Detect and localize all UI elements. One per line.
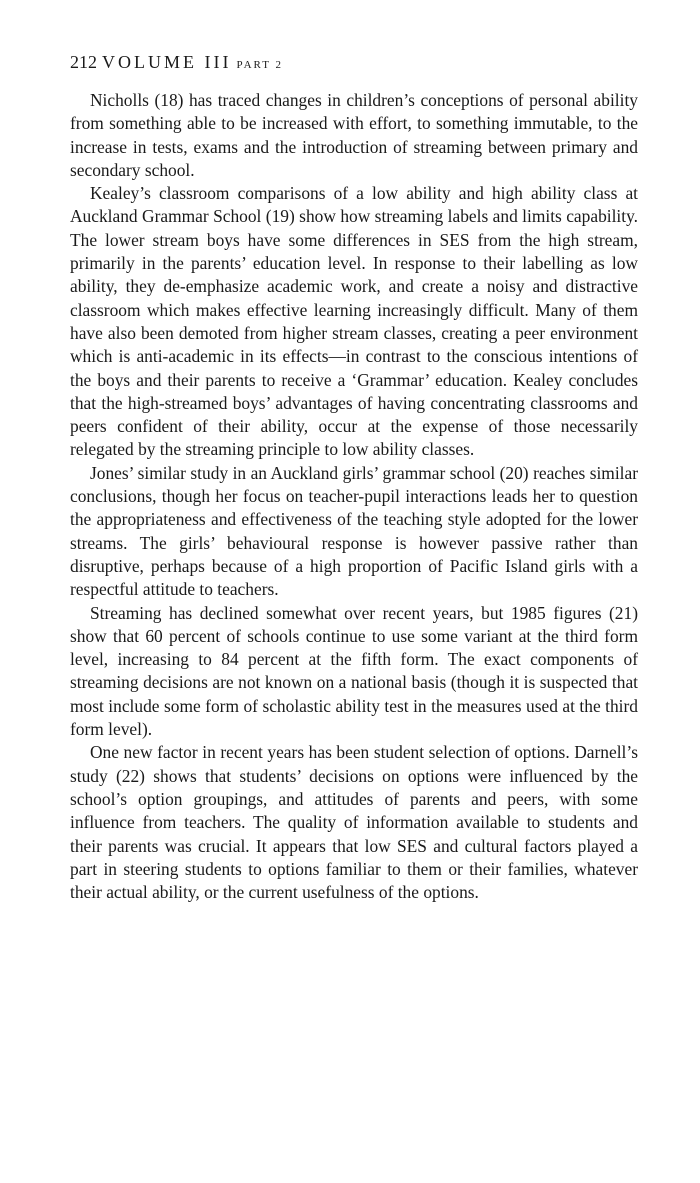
paragraph-jones: Jones’ similar study in an Auckland girls’ grammar school (20) reaches similar conclusions, though her focus on teacher-pupil interactions leads her to question the appropriateness and effectiveness of the teaching style adopted for the lower streams. The girls’ behavioural response is however passive rather than disruptive, perhaps because of a high proportion of Pacific Island girls with a respectful attitude to teachers.	[70, 462, 638, 600]
body-text	[70, 89, 638, 904]
part-label: PART 2	[236, 59, 283, 71]
paragraph-options-selection: One new factor in recent years has been student selection of options. Darnell’s study (22) shows that students’ decisions on options were influenced by the school’s option groupings, and attitudes of parents and peers, with some influence from teachers. The quality of information available to students and their parents was crucial. It appears that low SES and cultural factors played a part in steering students to options familiar to them or their families, whatever their actual ability, or the current usefulness of the options.	[70, 742, 638, 903]
paragraph-kealey: Kealey’s classroom comparisons of a low ability and high ability class at Auckland Grammar School (19) show how streaming labels and limits capability. The lower stream boys have some differences in SES from the high stream, primarily in the parents’ education level. In response to their labelling as low ability, they de-emphasize academic work, and create a noisy and distractive classroom which makes effective learning increasingly difficult. Many of them have also been demoted from higher stream classes, creating a peer environment which is anti-academic in its effects—in contrast to the conscious intentions of the boys and their parents to receive a ‘Grammar’ education. Kealey concludes that the high-streamed boys’ advantages of having concentrating classrooms and peers confident of their ability, occur at the expense of those necessarily relegated by the streaming principle to low ability classes.	[70, 183, 638, 460]
volume-label: VOLUME III	[102, 52, 232, 72]
document-page	[70, 50, 638, 904]
page-number: 212	[70, 52, 97, 72]
paragraph-streaming-decline: Streaming has declined somewhat over recent years, but 1985 figures (21) show that 60 percent of schools continue to use some variant at the third form level, increasing to 84 percent at the fifth form. The exact components of streaming decisions are not known on a national basis (though it is suspected that most include some form of scholastic ability test in the measures used at the third form level).	[70, 602, 638, 740]
running-head	[70, 50, 638, 77]
paragraph-nicholls: Nicholls (18) has traced changes in children’s conceptions of personal ability from something able to be increased with effort, to something immutable, to the increase in tests, exams and the introduction of streaming between primary and secondary school.	[70, 90, 638, 180]
